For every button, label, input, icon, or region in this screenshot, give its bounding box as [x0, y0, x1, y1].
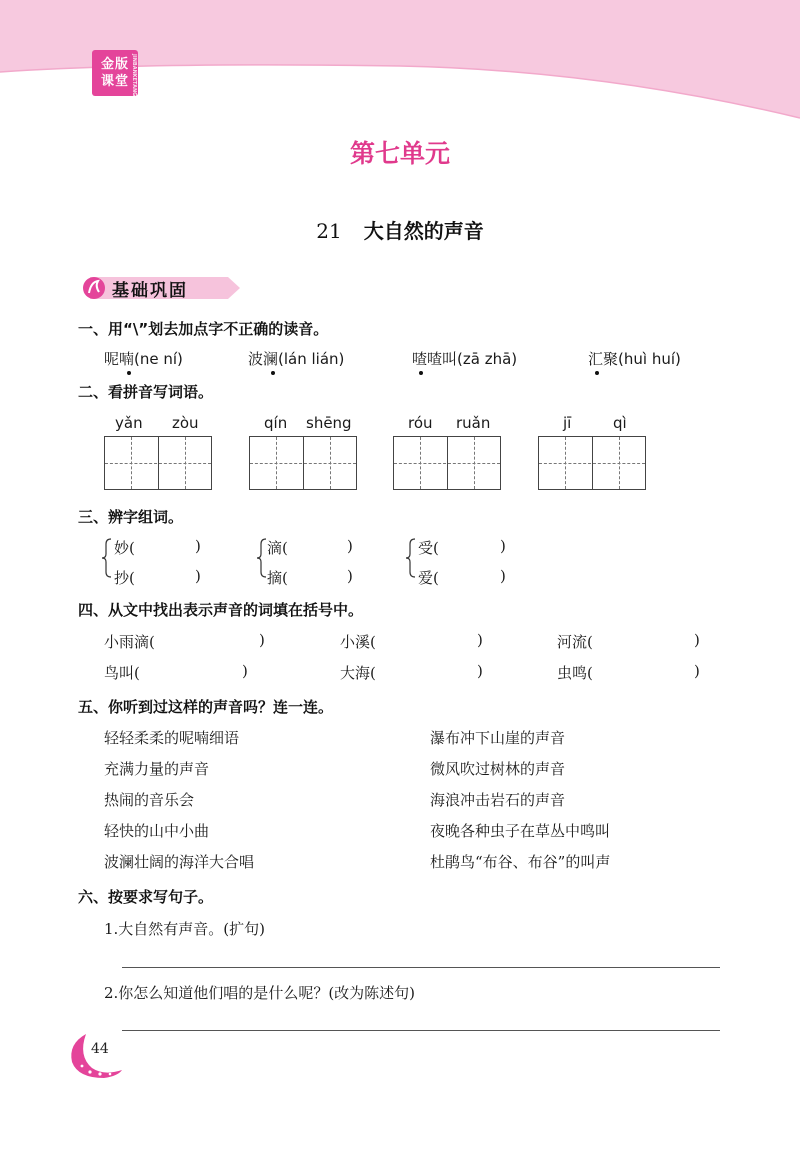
q4-item: 河流(: [557, 633, 593, 651]
close-paren: ): [500, 567, 506, 585]
q6-item-2: 2.你怎么知道他们唱的是什么呢？(改为陈述句): [104, 984, 416, 1002]
q4-item: 虫鸣(: [557, 664, 593, 682]
close-paren: ): [259, 631, 265, 649]
q2-title: 二、看拼音写词语。: [78, 383, 214, 401]
pinyin-label: zòu: [172, 414, 199, 432]
emphasis-dot: [271, 371, 275, 375]
match-right-item[interactable]: 杜鹃鸟“布谷、布谷”的叫声: [430, 853, 611, 871]
emphasis-dot: [127, 371, 131, 375]
lesson-name: 大自然的声音: [363, 219, 484, 243]
writing-grid[interactable]: [393, 436, 501, 490]
pinyin-label: shēng: [306, 414, 352, 432]
match-right-item[interactable]: 海浪冲击岩石的声音: [430, 791, 566, 809]
match-right-item[interactable]: 夜晚各种虫子在草丛中鸣叫: [430, 822, 611, 840]
q6-item-1: 1.大自然有声音。(扩句): [104, 920, 266, 938]
close-paren: ): [242, 662, 248, 680]
close-paren: ): [477, 631, 483, 649]
close-paren: ): [500, 537, 506, 555]
q3-bottom-3: 爱(: [418, 569, 439, 587]
match-left-item[interactable]: 热闹的音乐会: [104, 791, 195, 809]
emphasis-dot: [419, 371, 423, 375]
pinyin-label: róu: [408, 414, 433, 432]
answer-line[interactable]: [122, 1030, 720, 1031]
q1-title: 一、用“\”划去加点字不正确的读音。: [78, 320, 329, 338]
unit-title: 第七单元: [349, 139, 450, 168]
close-paren: ): [195, 537, 201, 555]
close-paren: ): [694, 631, 700, 649]
q1-item-2: 波澜(lán lián): [248, 350, 345, 368]
pinyin-label: qín: [264, 414, 288, 432]
lesson-number: 21: [316, 219, 342, 243]
q3-bottom-2: 摘(: [267, 569, 288, 587]
close-paren: ): [477, 662, 483, 680]
match-left-item[interactable]: 轻快的山中小曲: [104, 822, 210, 840]
section-banner: 基础巩固: [78, 273, 246, 303]
match-left-item[interactable]: 轻轻柔柔的呢喃细语: [104, 729, 240, 747]
q3-top-3: 受(: [418, 539, 439, 557]
q4-item: 小溪(: [340, 633, 376, 651]
q5-title: 五、你听到过这样的声音吗？连一连。: [78, 698, 334, 716]
pinyin-label: jī: [563, 414, 572, 432]
lesson-title: [0, 215, 800, 244]
close-paren: ): [195, 567, 201, 585]
q1-item-3: 喳喳叫(zā zhā): [412, 350, 518, 368]
brand-logo: 金版 课堂 JINBANKETANG: [92, 50, 138, 96]
page-number: 44: [91, 1041, 109, 1057]
match-left-item[interactable]: 充满力量的声音: [104, 760, 210, 778]
close-paren: ): [347, 567, 353, 585]
q1-item-4: 汇聚(huì huí): [588, 350, 681, 368]
match-left-item[interactable]: 波澜壮阔的海洋大合唱: [104, 853, 255, 871]
pinyin-label: ruǎn: [456, 414, 491, 432]
q4-item: 小雨滴(: [104, 633, 155, 651]
writing-grid[interactable]: [249, 436, 357, 490]
match-right-item[interactable]: 瀑布冲下山崖的声音: [430, 729, 566, 747]
close-paren: ): [694, 662, 700, 680]
brace-icon: [405, 538, 417, 578]
q1-item-1: 呢喃(ne ní): [104, 350, 183, 368]
q4-title: 四、从文中找出表示声音的词填在括号中。: [78, 601, 364, 619]
q3-title: 三、辨字组词。: [78, 508, 184, 526]
q3-top-1: 妙(: [114, 539, 135, 557]
close-paren: ): [347, 537, 353, 555]
answer-line[interactable]: [122, 967, 720, 968]
moon-icon: [64, 1032, 124, 1082]
brace-icon: [101, 538, 113, 578]
q4-item: 鸟叫(: [104, 664, 140, 682]
q6-title: 六、按要求写句子。: [78, 888, 214, 906]
match-right-item[interactable]: 微风吹过树林的声音: [430, 760, 566, 778]
writing-grid[interactable]: [538, 436, 646, 490]
pinyin-label: yǎn: [115, 414, 143, 432]
pinyin-label: qì: [613, 414, 627, 432]
writing-grid[interactable]: [104, 436, 212, 490]
emphasis-dot: [595, 371, 599, 375]
q3-bottom-1: 抄(: [114, 569, 135, 587]
q4-item: 大海(: [340, 664, 376, 682]
q3-top-2: 滴(: [267, 539, 288, 557]
